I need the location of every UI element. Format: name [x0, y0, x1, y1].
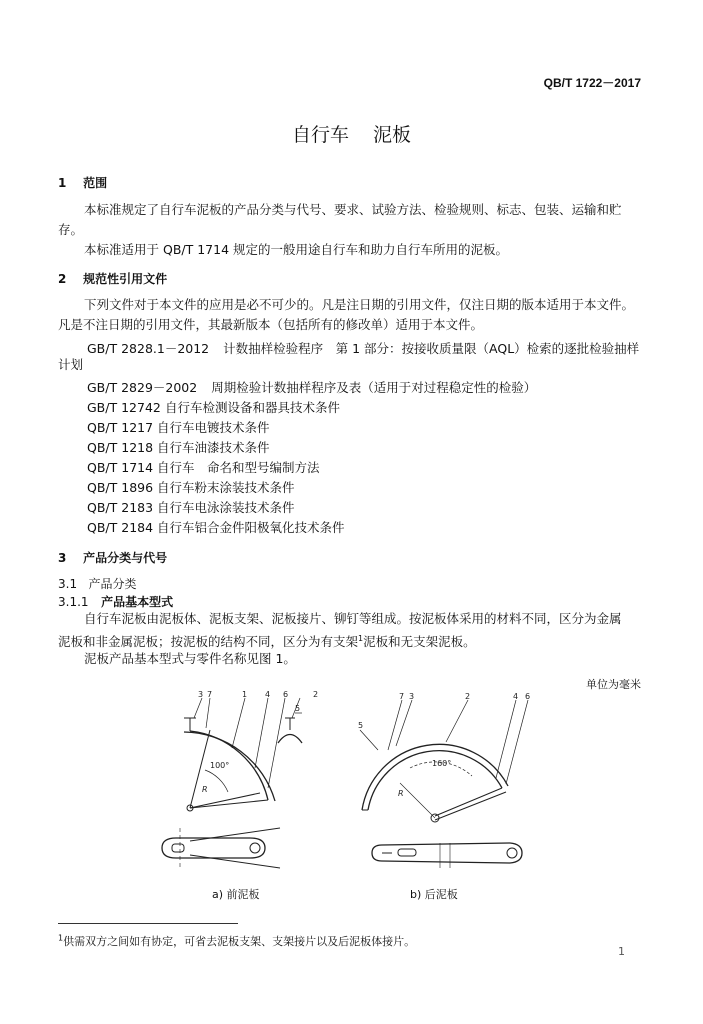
- part-label: 6: [525, 692, 531, 701]
- page-number: 1: [618, 945, 625, 958]
- footnote-divider: [58, 923, 238, 924]
- paragraph: 下列文件对于本文件的应用是必不可少的。凡是注日期的引用文件，仅注日期的版本适用于本文件。: [84, 297, 635, 312]
- front-mudguard-drawing: [162, 698, 302, 868]
- reference-item: [87, 398, 340, 416]
- reference-item: [87, 339, 639, 357]
- section-title: 产品分类: [88, 577, 137, 591]
- text-run: 泥板和非金属泥板；按泥板的结构不同，区分为有支架: [58, 634, 359, 650]
- reference-item: [87, 418, 270, 436]
- unit-note: 单位为毫米: [586, 678, 641, 691]
- part-label: 2: [313, 690, 319, 699]
- reference-code: QB/T 2183: [87, 500, 154, 515]
- paragraph: 凡是不注日期的引用文件，其最新版本（包括所有的修改单）适用于本文件。: [58, 317, 484, 332]
- reference-code: GB/T 12742: [87, 400, 161, 415]
- paragraph: 自行车泥板由泥板体、泥板支架、泥板接片、铆钉等组成。按泥板体采用的材料不同，区分为金属: [84, 611, 622, 626]
- reference-code: GB/T 2828.1－2012: [87, 341, 210, 356]
- footnote-text: 供需双方之间如有协定，可省去泥板支架、支架接片以及后泥板体接片。: [63, 935, 416, 948]
- reference-item: [87, 478, 295, 496]
- radius-label: R: [202, 785, 208, 794]
- reference-continuation: 计划: [58, 357, 84, 372]
- reference-item: [87, 378, 536, 396]
- reference-title: 自行车电镀技术条件: [157, 420, 270, 435]
- reference-title: 自行车检测设备和器具技术条件: [165, 400, 341, 415]
- section-number: 3.1.1: [58, 595, 89, 609]
- footnote-mark: 1: [58, 933, 64, 943]
- paragraph: 存。: [58, 222, 84, 237]
- part-label: 4: [513, 692, 519, 701]
- radius-label: R: [398, 789, 404, 798]
- section-number: 1: [58, 176, 67, 190]
- reference-item: [87, 438, 270, 456]
- reference-title: 自行车铝合金件阳极氧化技术条件: [157, 520, 345, 535]
- reference-code: QB/T 1218: [87, 440, 154, 455]
- part-label: 2: [465, 692, 471, 701]
- section-1-heading: [58, 174, 107, 191]
- front-mudguard-labels: [198, 690, 318, 794]
- reference-title: 自行车电泳涂装技术条件: [157, 500, 295, 515]
- part-label: 7: [399, 692, 405, 701]
- section-number: 3: [58, 551, 67, 565]
- reference-code: GB/T 2829－2002: [87, 380, 198, 395]
- section-number: 3.1: [58, 577, 78, 591]
- part-label: 1: [242, 690, 248, 699]
- mudguard-figure: [150, 688, 550, 883]
- section-title: 范围: [83, 176, 108, 190]
- part-label: 4: [265, 690, 271, 699]
- reference-code: QB/T 2184: [87, 520, 154, 535]
- footnote: [58, 933, 415, 949]
- reference-code: QB/T 1714: [87, 460, 154, 475]
- angle-label: 160°: [432, 759, 452, 768]
- section-title: 产品基本型式: [101, 595, 174, 609]
- footnote-ref: 1: [358, 634, 364, 643]
- paragraph: 泥板产品基本型式与零件名称见图 1。: [84, 651, 296, 666]
- section-number: 2: [58, 272, 67, 286]
- reference-title: 自行车粉末涂装技术条件: [157, 480, 295, 495]
- section-3-heading: [58, 549, 167, 566]
- angle-label: 100°: [210, 761, 230, 770]
- reference-code: QB/T 1896: [87, 480, 154, 495]
- part-label: 5: [295, 704, 301, 713]
- rear-mudguard-drawing: [360, 700, 528, 868]
- part-label: 6: [283, 690, 289, 699]
- page-title: 自行车 泥板: [291, 124, 412, 146]
- reference-item: [87, 458, 320, 476]
- reference-title: 计数抽样检验程序 第 1 部分：按接收质量限（AQL）检索的逐批检验抽样: [223, 341, 640, 356]
- section-title: 规范性引用文件: [83, 272, 168, 286]
- standard-number: QB/T 1722－2017: [543, 76, 641, 90]
- text-run: 泥板和无支架泥板。: [363, 634, 476, 650]
- part-label: 3: [409, 692, 415, 701]
- paragraph: 本标准适用于 QB/T 1714 规定的一般用途自行车和助力自行车所用的泥板。: [84, 242, 508, 257]
- reference-code: QB/T 1217: [87, 420, 154, 435]
- section-2-heading: [58, 270, 167, 287]
- reference-title: 自行车油漆技术条件: [157, 440, 270, 455]
- figure-caption-a: a) 前泥板: [212, 888, 260, 901]
- reference-item: [87, 498, 295, 516]
- section-title: 产品分类与代号: [83, 551, 168, 565]
- part-label: 7: [207, 690, 213, 699]
- subsection-3-1-heading: [58, 575, 137, 592]
- reference-item: [87, 518, 345, 536]
- reference-title: 周期检验计数抽样程序及表（适用于对过程稳定性的检验）: [211, 380, 537, 395]
- figure-caption-b: b) 后泥板: [410, 888, 458, 901]
- part-label: 3: [198, 690, 204, 699]
- paragraph: 本标准规定了自行车泥板的产品分类与代号、要求、试验方法、检验规则、标志、包装、运输和贮: [84, 202, 622, 217]
- reference-title: 自行车 命名和型号编制方法: [157, 460, 320, 475]
- part-label: 5: [358, 721, 364, 730]
